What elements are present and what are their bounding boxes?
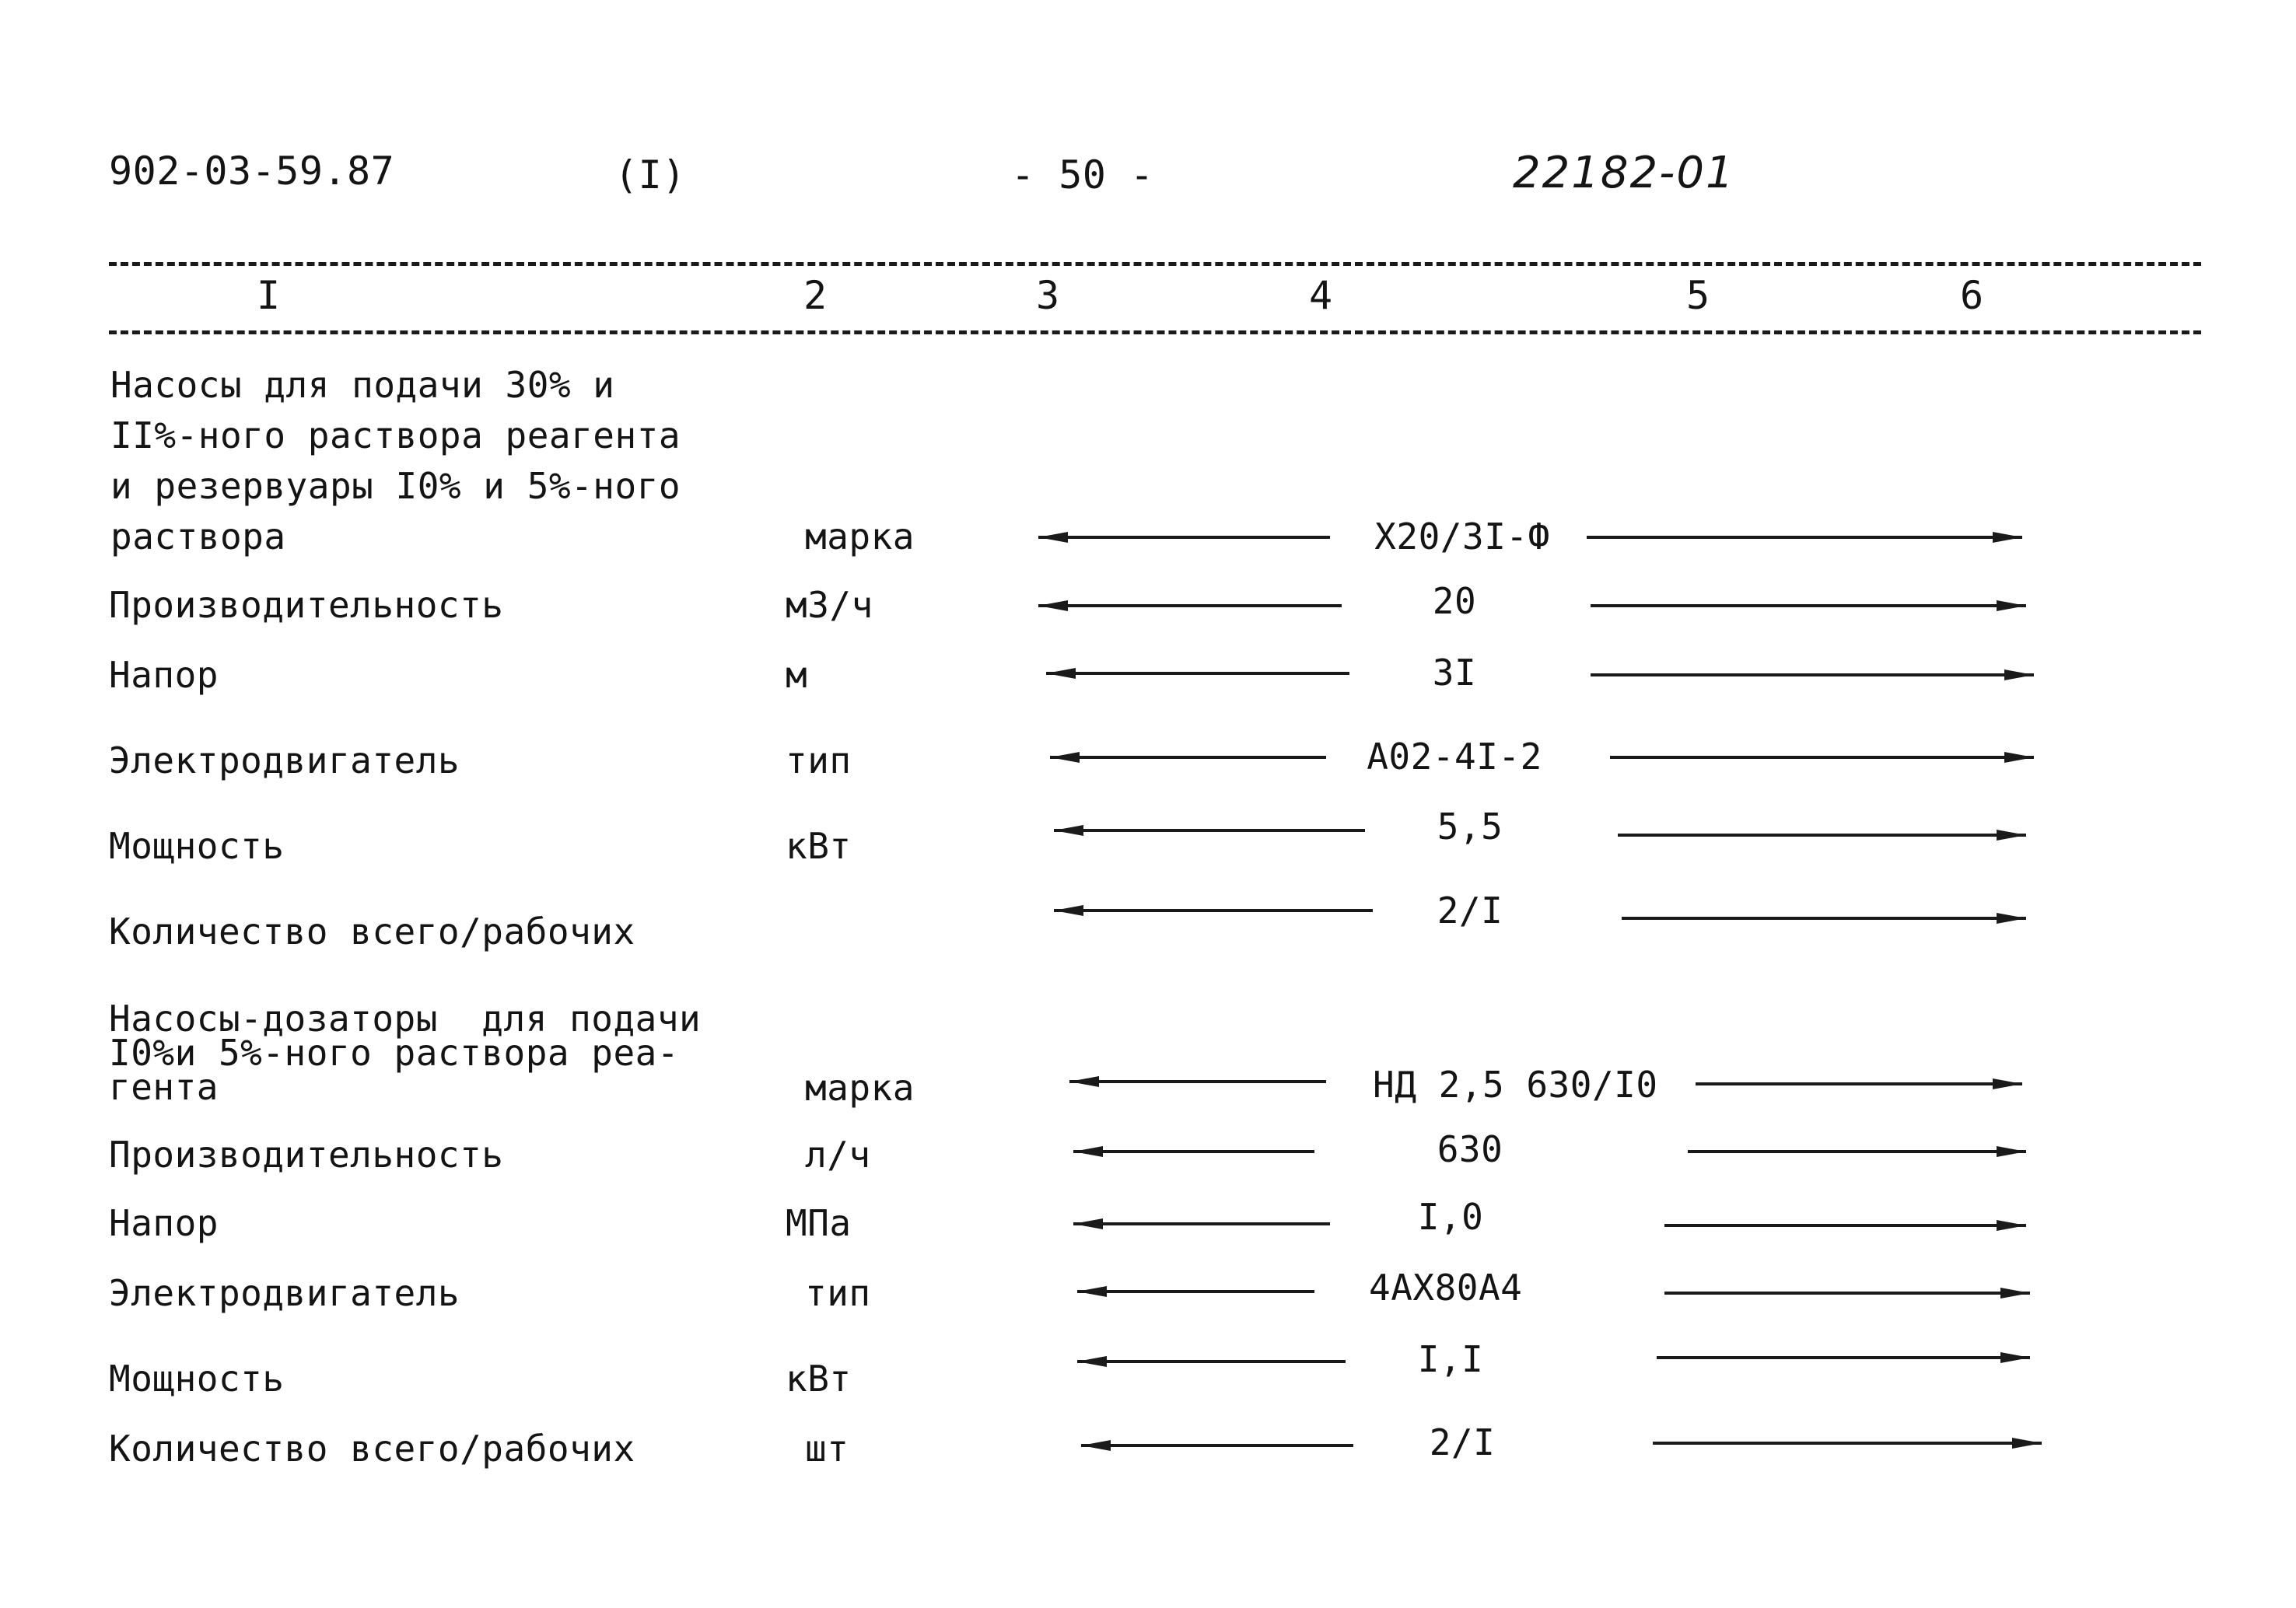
arrow-left <box>1038 529 1330 546</box>
column-4-number: 4 <box>1309 273 1333 318</box>
row-label: Производительность <box>109 1134 504 1176</box>
column-3-number: 3 <box>1036 273 1060 318</box>
section1-brand-value: Х20/3I-Ф <box>1374 516 1550 558</box>
section2-brand-unit: марка <box>805 1067 915 1109</box>
row-label: Производительность <box>109 584 504 626</box>
arrow-left <box>1073 1215 1330 1232</box>
doc-part: (I) <box>614 152 686 198</box>
row-value: А02-4I-2 <box>1367 736 1542 778</box>
row-value: 4АХ80А4 <box>1369 1267 1523 1309</box>
row-unit: л/ч <box>805 1134 871 1176</box>
arrow-left <box>1073 1143 1314 1160</box>
section1-title-line1: Насосы для подачи 30% и <box>110 364 615 406</box>
section2-title-line1: Насосы-дозаторы для подачи <box>109 998 702 1040</box>
row-unit: МПа <box>786 1202 852 1244</box>
row-value: 2/I <box>1429 1421 1496 1463</box>
column-1-number: I <box>257 273 281 318</box>
arrow-left <box>1038 597 1342 614</box>
row-label: Напор <box>109 1202 219 1244</box>
row-value: 5,5 <box>1437 806 1503 848</box>
arrow-left <box>1077 1283 1314 1300</box>
arrow-left <box>1081 1437 1353 1454</box>
arrow-right <box>1591 666 2034 683</box>
page-number: - 50 - <box>1011 152 1154 198</box>
header-bottom-rule <box>109 330 2201 334</box>
arrow-right <box>1587 529 2022 546</box>
row-label: Количество всего/рабочих <box>109 1428 635 1470</box>
arrow-right <box>1664 1285 2030 1302</box>
section2-brand-value: НД 2,5 630/I0 <box>1373 1064 1658 1106</box>
arrow-left <box>1054 902 1373 919</box>
arrow-right <box>1657 1349 2030 1366</box>
arrow-left <box>1046 665 1349 682</box>
section1-title-line3: и резервуары I0% и 5%-ного <box>110 465 681 507</box>
arrow-right <box>1618 827 2026 844</box>
row-label: Напор <box>109 654 219 696</box>
row-label: Количество всего/рабочих <box>109 911 635 953</box>
row-unit: тип <box>786 739 852 781</box>
arrow-right <box>1591 597 2026 614</box>
row-value: 2/I <box>1437 890 1503 932</box>
arrow-right <box>1653 1435 2042 1452</box>
row-unit: м <box>786 654 808 696</box>
column-6-number: 6 <box>1960 273 1984 318</box>
arrow-right <box>1610 749 2034 766</box>
row-value: I,0 <box>1417 1196 1484 1238</box>
row-value: 630 <box>1437 1128 1503 1170</box>
row-value: 20 <box>1432 580 1477 622</box>
row-label: Электродвигатель <box>109 739 460 781</box>
arrow-right <box>1688 1143 2026 1160</box>
section2-title-line3: гента <box>109 1066 219 1108</box>
arrow-left <box>1077 1353 1346 1370</box>
column-5-number: 5 <box>1686 273 1710 318</box>
row-label: Мощность <box>109 1358 285 1400</box>
sheet-code: 22182-01 <box>1513 148 1735 198</box>
row-unit: кВт <box>786 1358 852 1400</box>
column-2-number: 2 <box>803 273 828 318</box>
row-unit: м3/ч <box>786 584 873 626</box>
row-unit: шт <box>805 1428 849 1470</box>
doc-code: 902-03-59.87 <box>109 149 395 194</box>
section1-title-line4: раствора <box>110 516 286 558</box>
header-top-rule <box>109 262 2201 266</box>
row-value: 3I <box>1432 652 1477 694</box>
arrow-left <box>1050 749 1326 766</box>
arrow-right <box>1622 910 2026 927</box>
section2-title-line2: I0%и 5%-ного раствора реа- <box>109 1032 680 1074</box>
row-unit: кВт <box>786 825 852 867</box>
arrow-left <box>1069 1073 1326 1090</box>
row-label: Электродвигатель <box>109 1272 460 1314</box>
row-value: I,I <box>1417 1338 1484 1380</box>
row-unit: тип <box>805 1272 871 1314</box>
arrow-right <box>1664 1217 2026 1234</box>
section1-title-line2: II%-ного раствора реагента <box>110 414 681 456</box>
row-label: Мощность <box>109 825 285 867</box>
section1-brand-unit: марка <box>805 516 915 558</box>
arrow-left <box>1054 822 1365 839</box>
arrow-right <box>1696 1075 2022 1092</box>
